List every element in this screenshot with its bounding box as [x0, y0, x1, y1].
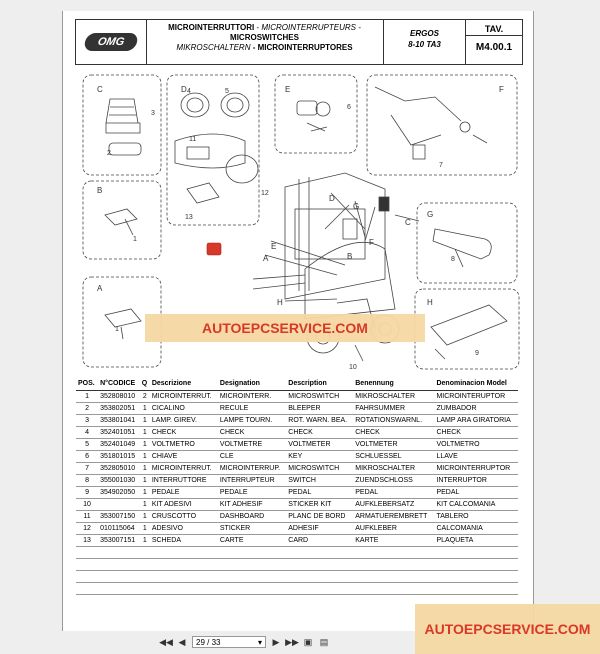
table-cell: 355001030 — [98, 475, 140, 487]
table-cell — [218, 571, 286, 583]
table-cell — [150, 547, 218, 559]
col-benennung: Benennung — [353, 377, 434, 391]
table-cell: 1 — [140, 487, 150, 499]
table-cell: DASHBOARD — [218, 511, 286, 523]
table-cell: LAMP. GIREV. — [150, 415, 218, 427]
table-cell: 4 — [76, 427, 98, 439]
table-cell: AUFKLEBERSATZ — [353, 499, 434, 511]
model-variant: 8-10 TA3 — [408, 40, 441, 49]
title-en: MICROSWITCHES — [230, 33, 299, 42]
table-cell: CRUSCOTTO — [150, 511, 218, 523]
parts-table — [76, 377, 518, 595]
table-cell: TABLERO — [434, 511, 518, 523]
table-cell: KIT CALCOMANIA — [434, 499, 518, 511]
table-cell: 12 — [76, 523, 98, 535]
page-indicator: 29 / 33 — [196, 637, 221, 647]
table-cell — [218, 547, 286, 559]
table-cell — [140, 571, 150, 583]
detail-c-frame — [83, 75, 161, 175]
table-row — [76, 403, 518, 415]
table-cell: STICKER KIT — [286, 499, 353, 511]
table-cell: 1 — [140, 439, 150, 451]
svg-text:H: H — [277, 298, 283, 307]
model-name: ERGOS — [410, 29, 439, 38]
table-cell: 353007150 — [98, 511, 140, 523]
table-row — [76, 583, 518, 595]
table-cell: 1 — [140, 511, 150, 523]
table-cell — [76, 571, 98, 583]
table-header-row — [76, 377, 518, 391]
table-cell: 13 — [76, 535, 98, 547]
title-block — [75, 19, 523, 65]
table-row — [76, 547, 518, 559]
svg-text:10: 10 — [349, 364, 357, 371]
table-cell — [434, 583, 518, 595]
title-es: - MICROINTERRUPTORES — [250, 43, 353, 52]
table-cell: 1 — [140, 403, 150, 415]
table-cell: ZUENDSCHLOSS — [353, 475, 434, 487]
table-cell: MIKROSCHALTER — [353, 391, 434, 403]
table-cell: VOLTMETRO — [150, 439, 218, 451]
table-cell: 1 — [140, 535, 150, 547]
table-cell — [353, 559, 434, 571]
table-row — [76, 535, 518, 547]
tav-value: M4.00.1 — [475, 42, 513, 53]
table-cell: RECULE — [218, 403, 286, 415]
table-cell: CHECK — [434, 427, 518, 439]
svg-text:7: 7 — [439, 162, 443, 169]
table-cell: CHECK — [286, 427, 353, 439]
table-cell: 352401051 — [98, 427, 140, 439]
table-row — [76, 571, 518, 583]
table-cell: MIKROSCHALTER — [353, 463, 434, 475]
col-description: Description — [286, 377, 353, 391]
table-cell — [150, 583, 218, 595]
svg-text:1: 1 — [115, 326, 119, 333]
table-cell: 353801041 — [98, 415, 140, 427]
table-cell: 2 — [76, 403, 98, 415]
table-cell: 352805010 — [98, 463, 140, 475]
table-cell: ARMATUEREMBRETT — [353, 511, 434, 523]
table-cell: FAHRSUMMER — [353, 403, 434, 415]
table-cell — [150, 559, 218, 571]
table-cell — [286, 547, 353, 559]
table-cell — [98, 547, 140, 559]
table-cell: ROTATIONSWARNL. — [353, 415, 434, 427]
table-cell — [353, 547, 434, 559]
tav-label: TAV. — [466, 20, 522, 36]
col-designation: Designation — [218, 377, 286, 391]
red-component — [207, 243, 221, 255]
table-cell: SWITCH — [286, 475, 353, 487]
svg-text:13: 13 — [185, 214, 193, 221]
svg-text:3: 3 — [151, 110, 155, 117]
table-cell — [140, 559, 150, 571]
table-cell: 2 — [140, 391, 150, 403]
table-cell: MICROINTERRUPTOR — [434, 463, 518, 475]
col-descrizione: Descrizione — [150, 377, 218, 391]
table-cell: PEDAL — [434, 487, 518, 499]
first-page-icon[interactable]: ◀◀ — [159, 636, 173, 647]
parts-table-body — [76, 391, 518, 595]
table-cell: 5 — [76, 439, 98, 451]
table-cell: PEDAL — [286, 487, 353, 499]
table-cell: 353802051 — [98, 403, 140, 415]
table-cell: MICROSWITCH — [286, 463, 353, 475]
table-cell: PEDAL — [353, 487, 434, 499]
svg-text:G: G — [427, 210, 434, 219]
table-row — [76, 523, 518, 535]
table-cell — [76, 583, 98, 595]
table-cell — [286, 571, 353, 583]
table-cell — [218, 559, 286, 571]
table-cell: CHECK — [353, 427, 434, 439]
table-cell — [140, 583, 150, 595]
chevron-down-icon: ▾ — [257, 637, 262, 647]
table-cell: 10 — [76, 499, 98, 511]
table-row — [76, 463, 518, 475]
table-cell: 1 — [140, 427, 150, 439]
table-cell: MICROINTERR. — [218, 391, 286, 403]
table-cell: ADHESIF — [286, 523, 353, 535]
table-cell — [98, 499, 140, 511]
watermark-corner: AUTOEPCSERVICE.COM — [415, 604, 600, 654]
table-cell: LAMP ARA GIRATORIA — [434, 415, 518, 427]
table-cell: PLAQUETA — [434, 535, 518, 547]
svg-text:11: 11 — [189, 136, 197, 143]
fit-width-icon[interactable]: ▤ — [319, 636, 329, 647]
table-cell — [140, 547, 150, 559]
table-cell — [150, 571, 218, 583]
table-cell: CHECK — [150, 427, 218, 439]
table-cell: CHIAVE — [150, 451, 218, 463]
table-cell: MICROINTERRUT. — [150, 463, 218, 475]
svg-text:9: 9 — [475, 350, 479, 357]
table-cell: ADESIVO — [150, 523, 218, 535]
table-cell: VOLTMETRE — [218, 439, 286, 451]
svg-text:F: F — [369, 238, 374, 247]
page-selector[interactable] — [192, 636, 266, 648]
table-cell: PEDALE — [218, 487, 286, 499]
table-cell: ZUMBADOR — [434, 403, 518, 415]
table-cell: 010115064 — [98, 523, 140, 535]
svg-text:4: 4 — [187, 88, 191, 95]
table-cell: MICROINTERRUT. — [150, 391, 218, 403]
title-cell — [146, 20, 384, 64]
title-it: MICROINTERRUTTORI — [168, 23, 255, 32]
fit-page-icon[interactable]: ▣ — [303, 636, 313, 647]
col-pos: POS. — [76, 377, 98, 391]
table-cell: STICKER — [218, 523, 286, 535]
table-cell: 6 — [76, 451, 98, 463]
svg-text:H: H — [427, 298, 433, 307]
table-cell: INTERRUPTEUR — [218, 475, 286, 487]
svg-text:A: A — [263, 254, 269, 263]
table-cell: LAMPE TOURN. — [218, 415, 286, 427]
table-cell — [353, 571, 434, 583]
svg-text:2: 2 — [107, 150, 111, 157]
table-cell — [98, 583, 140, 595]
table-cell: 1 — [140, 463, 150, 475]
table-cell: 7 — [76, 463, 98, 475]
svg-text:1: 1 — [133, 236, 137, 243]
table-cell: 353007151 — [98, 535, 140, 547]
svg-text:12: 12 — [261, 190, 269, 197]
table-cell: 1 — [140, 499, 150, 511]
table-cell: VOLTMETRO — [434, 439, 518, 451]
table-cell: CALCOMANIA — [434, 523, 518, 535]
table-cell: INTERRUPTOR — [434, 475, 518, 487]
svg-text:F: F — [499, 85, 504, 94]
table-cell: 1 — [140, 415, 150, 427]
svg-text:C: C — [405, 218, 411, 227]
table-cell: AUFKLEBER — [353, 523, 434, 535]
table-cell — [98, 559, 140, 571]
svg-text:D: D — [329, 194, 335, 203]
table-row — [76, 487, 518, 499]
table-cell: PLANC DE BORD — [286, 511, 353, 523]
svg-text:G: G — [353, 202, 360, 211]
col-code: N°CODICE — [98, 377, 140, 391]
table-cell — [286, 583, 353, 595]
table-cell — [218, 583, 286, 595]
detail-b-frame — [83, 181, 161, 259]
table-cell: 1 — [140, 451, 150, 463]
table-cell: 351801015 — [98, 451, 140, 463]
svg-text:B: B — [97, 186, 103, 195]
table-cell: KIT ADESIVI — [150, 499, 218, 511]
table-cell: SCHEDA — [150, 535, 218, 547]
table-ref-cell — [466, 20, 522, 64]
table-row — [76, 415, 518, 427]
svg-text:8: 8 — [451, 256, 455, 263]
table-cell: 3 — [76, 415, 98, 427]
table-row — [76, 511, 518, 523]
table-cell: KIT ADHESIF — [218, 499, 286, 511]
table-cell: KEY — [286, 451, 353, 463]
table-row — [76, 475, 518, 487]
svg-text:C: C — [97, 85, 103, 94]
table-cell: 1 — [140, 523, 150, 535]
table-cell: KARTE — [353, 535, 434, 547]
table-cell: VOLTMETER — [353, 439, 434, 451]
table-row — [76, 499, 518, 511]
model-cell — [384, 20, 466, 64]
table-cell — [76, 559, 98, 571]
table-cell: 352401049 — [98, 439, 140, 451]
table-cell: 8 — [76, 475, 98, 487]
last-page-icon[interactable]: ▶▶ — [285, 636, 299, 647]
table-cell — [76, 547, 98, 559]
title-de: MIKROSCHALTERN — [176, 43, 251, 52]
pdf-toolbar — [160, 634, 400, 650]
logo-cell — [76, 20, 147, 64]
svg-text:B: B — [347, 252, 353, 261]
title-fr: - MICROINTERRUPTEURS - — [254, 23, 361, 32]
table-cell — [434, 559, 518, 571]
watermark-banner: AUTOEPCSERVICE.COM — [145, 314, 425, 342]
table-cell: MICROINTERUPTOR — [434, 391, 518, 403]
table-row — [76, 439, 518, 451]
table-cell: CICALINO — [150, 403, 218, 415]
omg-logo: OMG — [83, 33, 139, 51]
table-cell: 1 — [140, 475, 150, 487]
table-cell: MICROINTERRUP. — [218, 463, 286, 475]
table-cell — [434, 571, 518, 583]
svg-text:D: D — [181, 85, 187, 94]
svg-text:5: 5 — [225, 88, 229, 95]
table-cell: CLE — [218, 451, 286, 463]
table-cell: INTERRUTTORE — [150, 475, 218, 487]
table-row — [76, 427, 518, 439]
next-page-icon[interactable]: ▶ — [272, 636, 280, 647]
table-cell: 11 — [76, 511, 98, 523]
svg-text:E: E — [271, 242, 277, 251]
table-cell: LLAVE — [434, 451, 518, 463]
table-cell: ROT. WARN. BEA. — [286, 415, 353, 427]
table-cell — [286, 559, 353, 571]
table-cell: 352808010 — [98, 391, 140, 403]
svg-text:6: 6 — [347, 104, 351, 111]
table-cell: CHECK — [218, 427, 286, 439]
table-cell: MICROSWITCH — [286, 391, 353, 403]
table-row — [76, 451, 518, 463]
table-cell: 1 — [76, 391, 98, 403]
table-cell — [434, 547, 518, 559]
svg-text:E: E — [285, 85, 291, 94]
table-cell: SCHLUESSEL — [353, 451, 434, 463]
table-cell: CARD — [286, 535, 353, 547]
table-cell: PEDALE — [150, 487, 218, 499]
table-cell — [353, 583, 434, 595]
table-cell: BLEEPER — [286, 403, 353, 415]
col-qty: Q — [140, 377, 150, 391]
table-row — [76, 559, 518, 571]
table-cell: 9 — [76, 487, 98, 499]
detail-f-frame — [367, 75, 517, 175]
col-denominacion: Denominacion Model — [434, 377, 518, 391]
table-cell: CARTE — [218, 535, 286, 547]
prev-page-icon[interactable]: ◀ — [178, 636, 186, 647]
table-cell — [98, 571, 140, 583]
table-row — [76, 391, 518, 403]
table-cell: 354902050 — [98, 487, 140, 499]
svg-text:A: A — [97, 284, 103, 293]
table-cell: VOLTMETER — [286, 439, 353, 451]
